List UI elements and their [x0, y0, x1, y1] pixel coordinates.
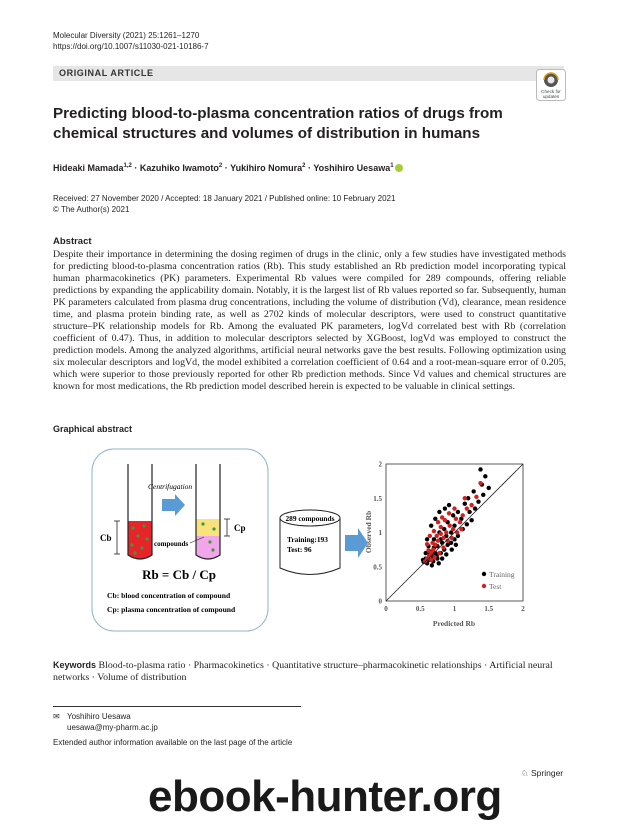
article-type: ORIGINAL ARTICLE [59, 68, 154, 78]
x-tick-label: 1.5 [484, 605, 494, 613]
data-point-test [428, 534, 432, 538]
data-point-test [425, 542, 429, 546]
x-axis-label: Predicted Rb [432, 619, 476, 628]
dates-history: Received: 27 November 2020 / Accepted: 18 January 2021 / Published online: 10 February 2021 [53, 194, 396, 203]
compounds-label: compounds [154, 540, 189, 548]
scatter-legend [482, 570, 515, 591]
plasma-layer [196, 519, 220, 536]
abstract-text: Despite their importance in determining the dosing regimen of drugs in the clinic, only a few studies have investigated methods for predicting blood-to-plasma concentration ratios (Rb). This study established an Rb prediction model incorporating typical human pharmacokinetics (PK) parameters. Experimental Rb values were compiled for 289 compounds, offering reliable predictions by expanding the applicability domain. Notably, it is the largest list of Rb values reported so far. Subsequently, human PK parameters calculated from plasma drug concentrations, including the volume of distribution (Vd), clearance, mean residence time, and plasma protein binding rate, as well as 2702 kinds of molecular descriptors, were used to construct quantitative structure–PK relationship models for Rb. Among the evaluated PK parameters, logVd correlated best with Rb (correlation coefficient of 0.47). Thus, in addition to molecular descriptors selected by XGBoost, logVd was employed to construct the prediction models. Among the analyzed algorithms, artificial neural networks gave the best results. Following optimization using six molecular descriptors and logVd, the model exhibited a correlation coefficient of 0.64 and a root-mean-square error of 0.205, which were superior to those previously reported for other Rb prediction methods. Since Vd values and chemical structures are known for most medications, the Rb prediction model described herein is expected to be valuable in clinical settings. [53, 249, 566, 392]
data-point-training [437, 561, 441, 565]
x-tick-label: 2 [521, 605, 525, 613]
watermark: ebook-hunter.org [148, 772, 502, 821]
data-point-training [465, 522, 469, 526]
data-point-test [423, 559, 427, 563]
dataset-cylinder [280, 510, 340, 575]
correspondence-name: Yoshihiro Uesawa [67, 712, 131, 721]
data-point-training [456, 510, 460, 514]
check-for-updates-badge[interactable] [536, 69, 566, 101]
author-name[interactable]: Hideaki Mamada [53, 163, 124, 173]
data-point-test [461, 513, 465, 517]
author-name[interactable]: Yukihiro Nomura [230, 163, 303, 173]
data-point-test [426, 548, 430, 552]
data-point-test [463, 496, 467, 500]
data-point-test [439, 525, 443, 529]
data-point-training [483, 474, 487, 478]
cp-label: Cp [234, 523, 246, 533]
publisher-name: Springer [531, 768, 564, 778]
data-point-test [478, 481, 482, 485]
data-point-test [452, 506, 456, 510]
author-list [53, 163, 403, 173]
data-point-training [454, 543, 458, 547]
blood-fill [128, 521, 152, 555]
author-name[interactable]: Yoshihiro Uesawa [313, 163, 391, 173]
data-point-test [441, 545, 445, 549]
y-tick-label: 1 [378, 529, 382, 537]
author-affiliation: 1,2 [123, 163, 132, 169]
correspondence [53, 711, 158, 733]
data-point-training [487, 486, 491, 490]
test-count: Test: 96 [287, 545, 312, 554]
author-affiliation: 1 [390, 163, 394, 169]
envelope-icon: ✉ [53, 712, 60, 721]
journal-doi[interactable]: https://doi.org/10.1007/s11030-021-10186-7 [53, 42, 209, 51]
correspondence-email[interactable]: uesawa@my-pharm.ac.jp [67, 723, 158, 732]
data-point-test [469, 503, 473, 507]
legend-label-training: Training [489, 570, 515, 579]
data-point-training [481, 493, 485, 497]
scatter-plot [364, 461, 525, 629]
check-updates-line1: Check for [541, 89, 561, 94]
x-tick-label: 0.5 [415, 605, 425, 613]
extended-author-info: Extended author information available on the last page of the article [53, 738, 293, 747]
data-point-training [425, 537, 429, 541]
x-tick-label: 1 [452, 605, 457, 613]
data-point-training [463, 502, 467, 506]
data-point-test [454, 517, 458, 521]
data-point-training [451, 513, 455, 517]
author-separator: · [308, 163, 311, 173]
data-point-training [444, 552, 448, 556]
footnote-divider [53, 706, 301, 707]
legend-label-test: Test [489, 582, 502, 591]
legend-marker-training [482, 572, 486, 576]
journal-header [53, 30, 209, 52]
data-point-test [458, 520, 462, 524]
y-tick-label: 0 [378, 597, 382, 606]
cp-definition: Cp: plasma concentration of compound [107, 605, 236, 614]
data-point-test [436, 520, 440, 524]
centrifugation-label: Centrifugation [148, 482, 193, 491]
data-point-training [437, 510, 441, 514]
data-point-test [437, 551, 441, 555]
keywords [53, 659, 566, 684]
check-updates-icon [536, 69, 566, 101]
keywords-label: Keywords [53, 660, 97, 670]
y-tick-label: 1.5 [373, 494, 382, 503]
data-point-training [440, 556, 444, 560]
publication-dates [53, 194, 395, 215]
data-point-test [432, 555, 436, 559]
identity-line [386, 464, 523, 601]
data-point-training [443, 506, 447, 510]
author-name[interactable]: Kazuhiko Iwamoto [139, 163, 219, 173]
data-point-test [474, 495, 478, 499]
graphical-abstract-heading: Graphical abstract [53, 424, 133, 434]
orcid-icon[interactable] [395, 164, 403, 172]
data-point-test [429, 558, 433, 562]
legend-marker-test [482, 584, 486, 588]
data-point-test [444, 530, 448, 534]
data-point-test [436, 539, 440, 543]
data-point-training [471, 489, 475, 493]
data-point-training [478, 467, 482, 471]
total-compounds: 289 compounds [285, 514, 335, 523]
cb-definition: Cb: blood concentration of compound [107, 591, 231, 600]
data-point-test [447, 511, 451, 515]
y-tick-label: 0.5 [373, 563, 382, 572]
data-point-test [440, 515, 444, 519]
author-separator: · [224, 163, 228, 173]
cb-label: Cb [100, 533, 112, 543]
data-point-test [434, 534, 438, 538]
data-point-test [439, 532, 443, 536]
abstract-heading: Abstract [53, 236, 92, 247]
publisher-logo [521, 768, 563, 779]
data-point-test [451, 527, 455, 531]
y-tick-label: 2 [378, 460, 382, 469]
data-point-test [465, 506, 469, 510]
rb-equation: Rb = Cb / Cp [142, 567, 216, 582]
data-point-training [447, 503, 451, 507]
article-title: Predicting blood-to-plasma concentration ratios of drugs from chemical structures and volumes of distribution in humans [53, 105, 503, 142]
author-separator: · [134, 163, 138, 173]
keywords-text: Blood-to-plasma ratio · Pharmacokinetics · Quantitative structure–pharmacokinetic relationships · Artificial neural networks · Volume of distribution [53, 660, 553, 683]
author-affiliation: 2 [218, 163, 223, 169]
data-point-training [430, 563, 434, 567]
data-point-training [450, 547, 454, 551]
data-point-test [441, 536, 445, 540]
article-type-bar [53, 66, 564, 81]
journal-citation: Molecular Diversity (2021) 25:1261–1270 [53, 31, 200, 40]
x-tick-label: 0 [384, 605, 388, 613]
springer-horse-icon: ♘ [521, 768, 529, 778]
data-point-training [429, 523, 433, 527]
data-point-training [467, 510, 471, 514]
graphical-abstract-figure [53, 440, 566, 640]
training-count: Training:193 [287, 535, 328, 544]
author-affiliation: 2 [302, 163, 306, 169]
data-point-training [469, 518, 473, 522]
y-axis-label: Observed Rb [364, 510, 373, 554]
check-updates-line2: updates [542, 94, 560, 99]
data-point-training [476, 499, 480, 503]
data-point-training [433, 517, 437, 521]
data-point-test [432, 529, 436, 533]
copyright: © The Author(s) 2021 [53, 204, 130, 214]
data-point-test [430, 541, 434, 545]
data-point-test [448, 523, 452, 527]
